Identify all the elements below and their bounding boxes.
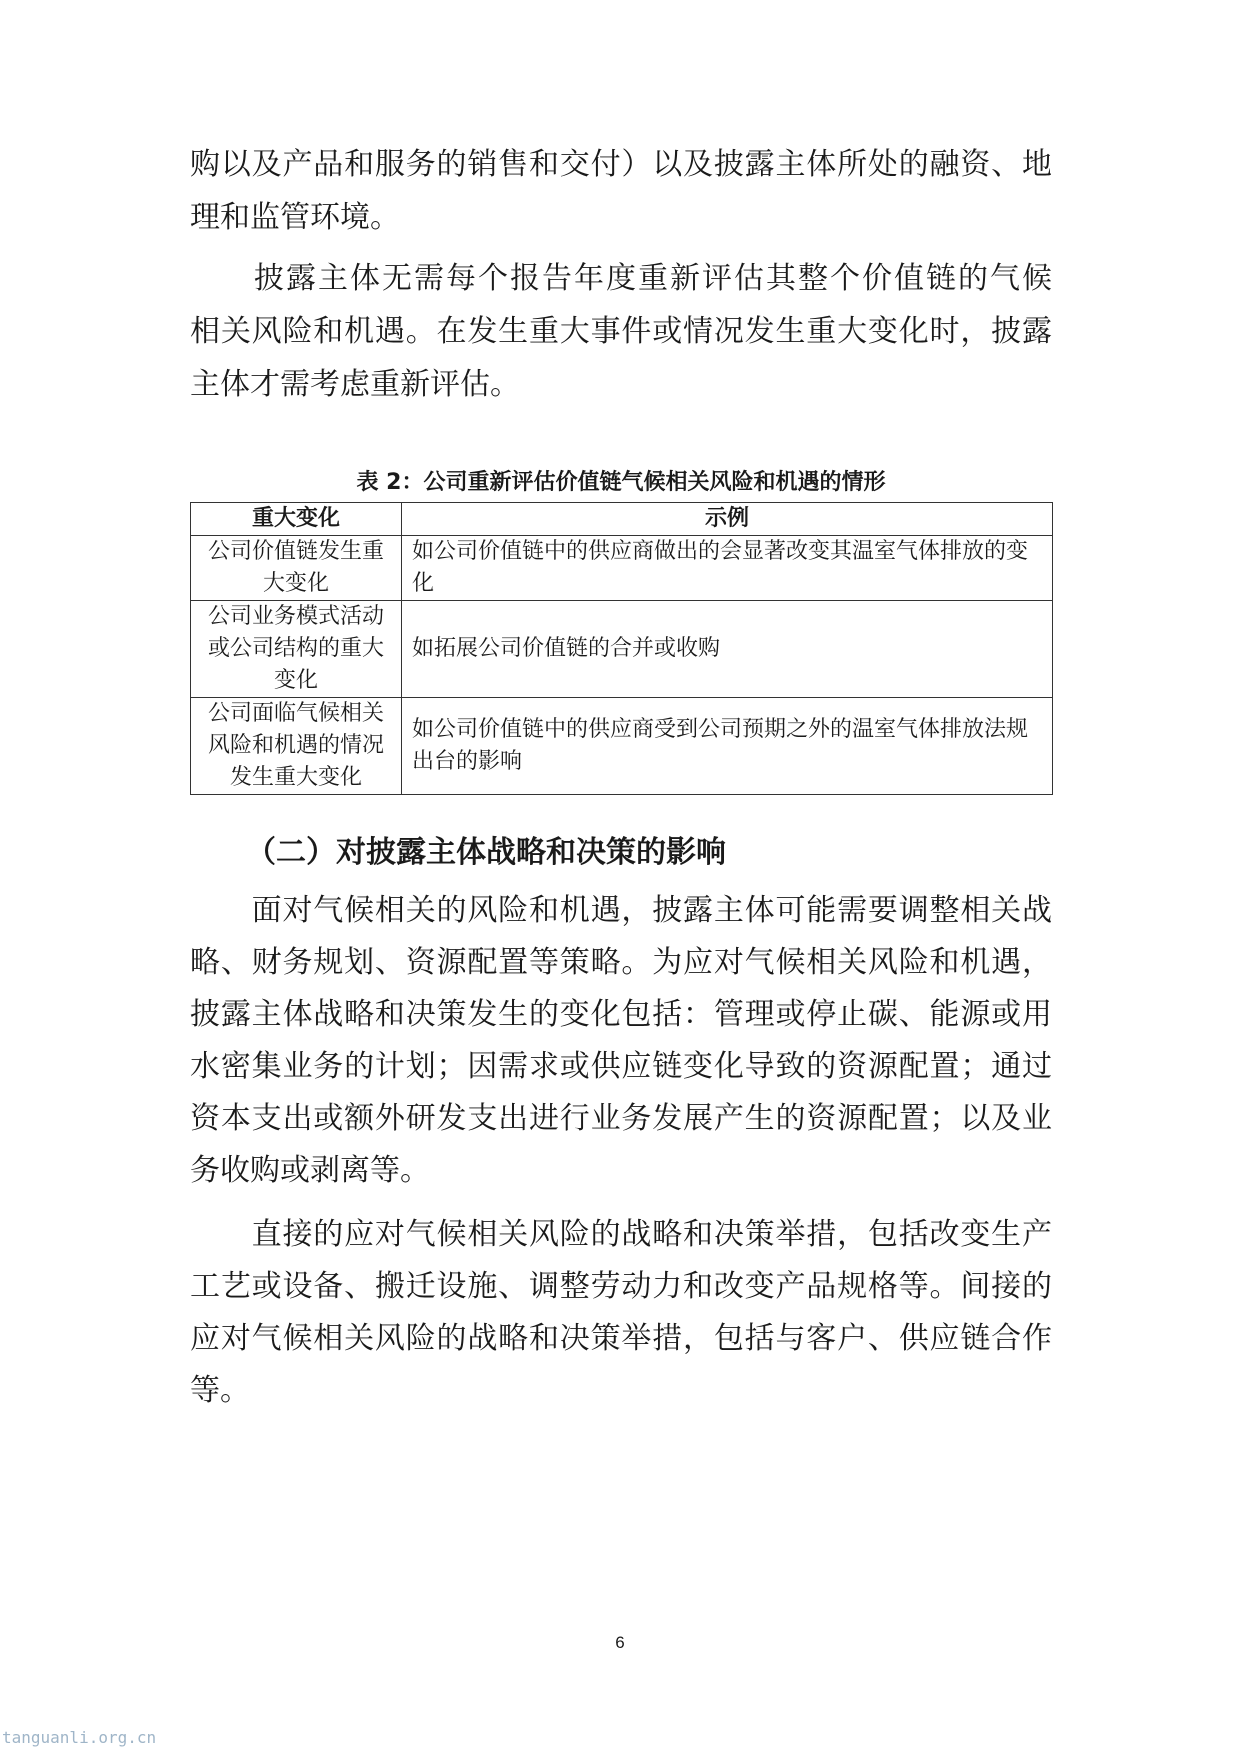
section-heading: （二）对披露主体战略和决策的影响: [246, 835, 726, 870]
header-example: 示例: [402, 503, 1053, 536]
cell-change: 公司业务模式活动或公司结构的重大变化: [191, 601, 402, 698]
cell-example: 如公司价值链中的供应商做出的会显著改变其温室气体排放的变化: [402, 536, 1053, 601]
table-row: [191, 601, 1053, 698]
text-line: 略 、 财 务 规 划 、 资 源 配 置 等 策 略 。 为 应 对 气 候 相 关 风 险 和 机 遇 ，: [190, 945, 1052, 980]
text-line: 面 对 气 候 相 关 的 风 险 和 机 遇 ， 披 露 主 体 可 能 需 要 调 整 相 关 战: [251, 893, 1052, 928]
cell-change: 公司面临气候相关风险和机遇的情况发生重大变化: [191, 698, 402, 795]
page-number: 6: [615, 1633, 625, 1652]
text-line: 购 以 及 产 品 和 服 务 的 销 售 和 交 付 ） 以 及 披 露 主 体 所 处 的 融 资 、 地: [190, 147, 1052, 182]
table-caption: 表 2：公司重新评估价值链气候相关风险和机遇的情形: [356, 470, 886, 495]
cell-example: 如拓展公司价值链的合并或收购: [402, 601, 1053, 698]
text-line: 披 露 主 体 无 需 每 个 报 告 年 度 重 新 评 估 其 整 个 价 值 链 的 气 候: [254, 261, 1052, 296]
text-line: 应 对 气 候 相 关 风 险 的 战 略 和 决 策 举 措 ， 包 括 与 客 户 、 供 应 链 合 作: [190, 1321, 1052, 1356]
change-table: [190, 502, 1053, 795]
text-line: 务收购或剥离等。: [190, 1153, 430, 1188]
text-line: 相 关 风 险 和 机 遇 。 在 发 生 重 大 事 件 或 情 况 发 生 重 大 变 化 时 ， 披 露: [190, 314, 1052, 349]
text-line: 资 本 支 出 或 额 外 研 发 支 出 进 行 业 务 发 展 产 生 的 资 源 配 置 ； 以 及 业: [190, 1101, 1052, 1136]
cell-change: 公司价值链发生重大变化: [191, 536, 402, 601]
table-row: [191, 698, 1053, 795]
text-line: 等。: [190, 1373, 250, 1408]
text-line: 披 露 主 体 战 略 和 决 策 发 生 的 变 化 包 括 ： 管 理 或 停 止 碳 、 能 源 或 用: [190, 997, 1052, 1032]
text-line: 理和监管环境。: [190, 200, 400, 235]
table-header-row: [191, 503, 1053, 536]
cell-example: 如公司价值链中的供应商受到公司预期之外的温室气体排放法规出台的影响: [402, 698, 1053, 795]
table-row: [191, 536, 1053, 601]
header-change: 重大变化: [191, 503, 402, 536]
watermark: tanguanli.org.cn: [2, 1728, 157, 1747]
text-line: 水 密 集 业 务 的 计 划 ； 因 需 求 或 供 应 链 变 化 导 致 的 资 源 配 置 ； 通 过: [190, 1049, 1052, 1084]
text-line: 工 艺 或 设 备 、 搬 迁 设 施 、 调 整 劳 动 力 和 改 变 产 品 规 格 等 。 间 接 的: [190, 1269, 1052, 1304]
text-line: 直 接 的 应 对 气 候 相 关 风 险 的 战 略 和 决 策 举 措 ， 包 括 改 变 生 产: [251, 1217, 1052, 1252]
text-line: 主体才需考虑重新评估。: [190, 367, 520, 402]
